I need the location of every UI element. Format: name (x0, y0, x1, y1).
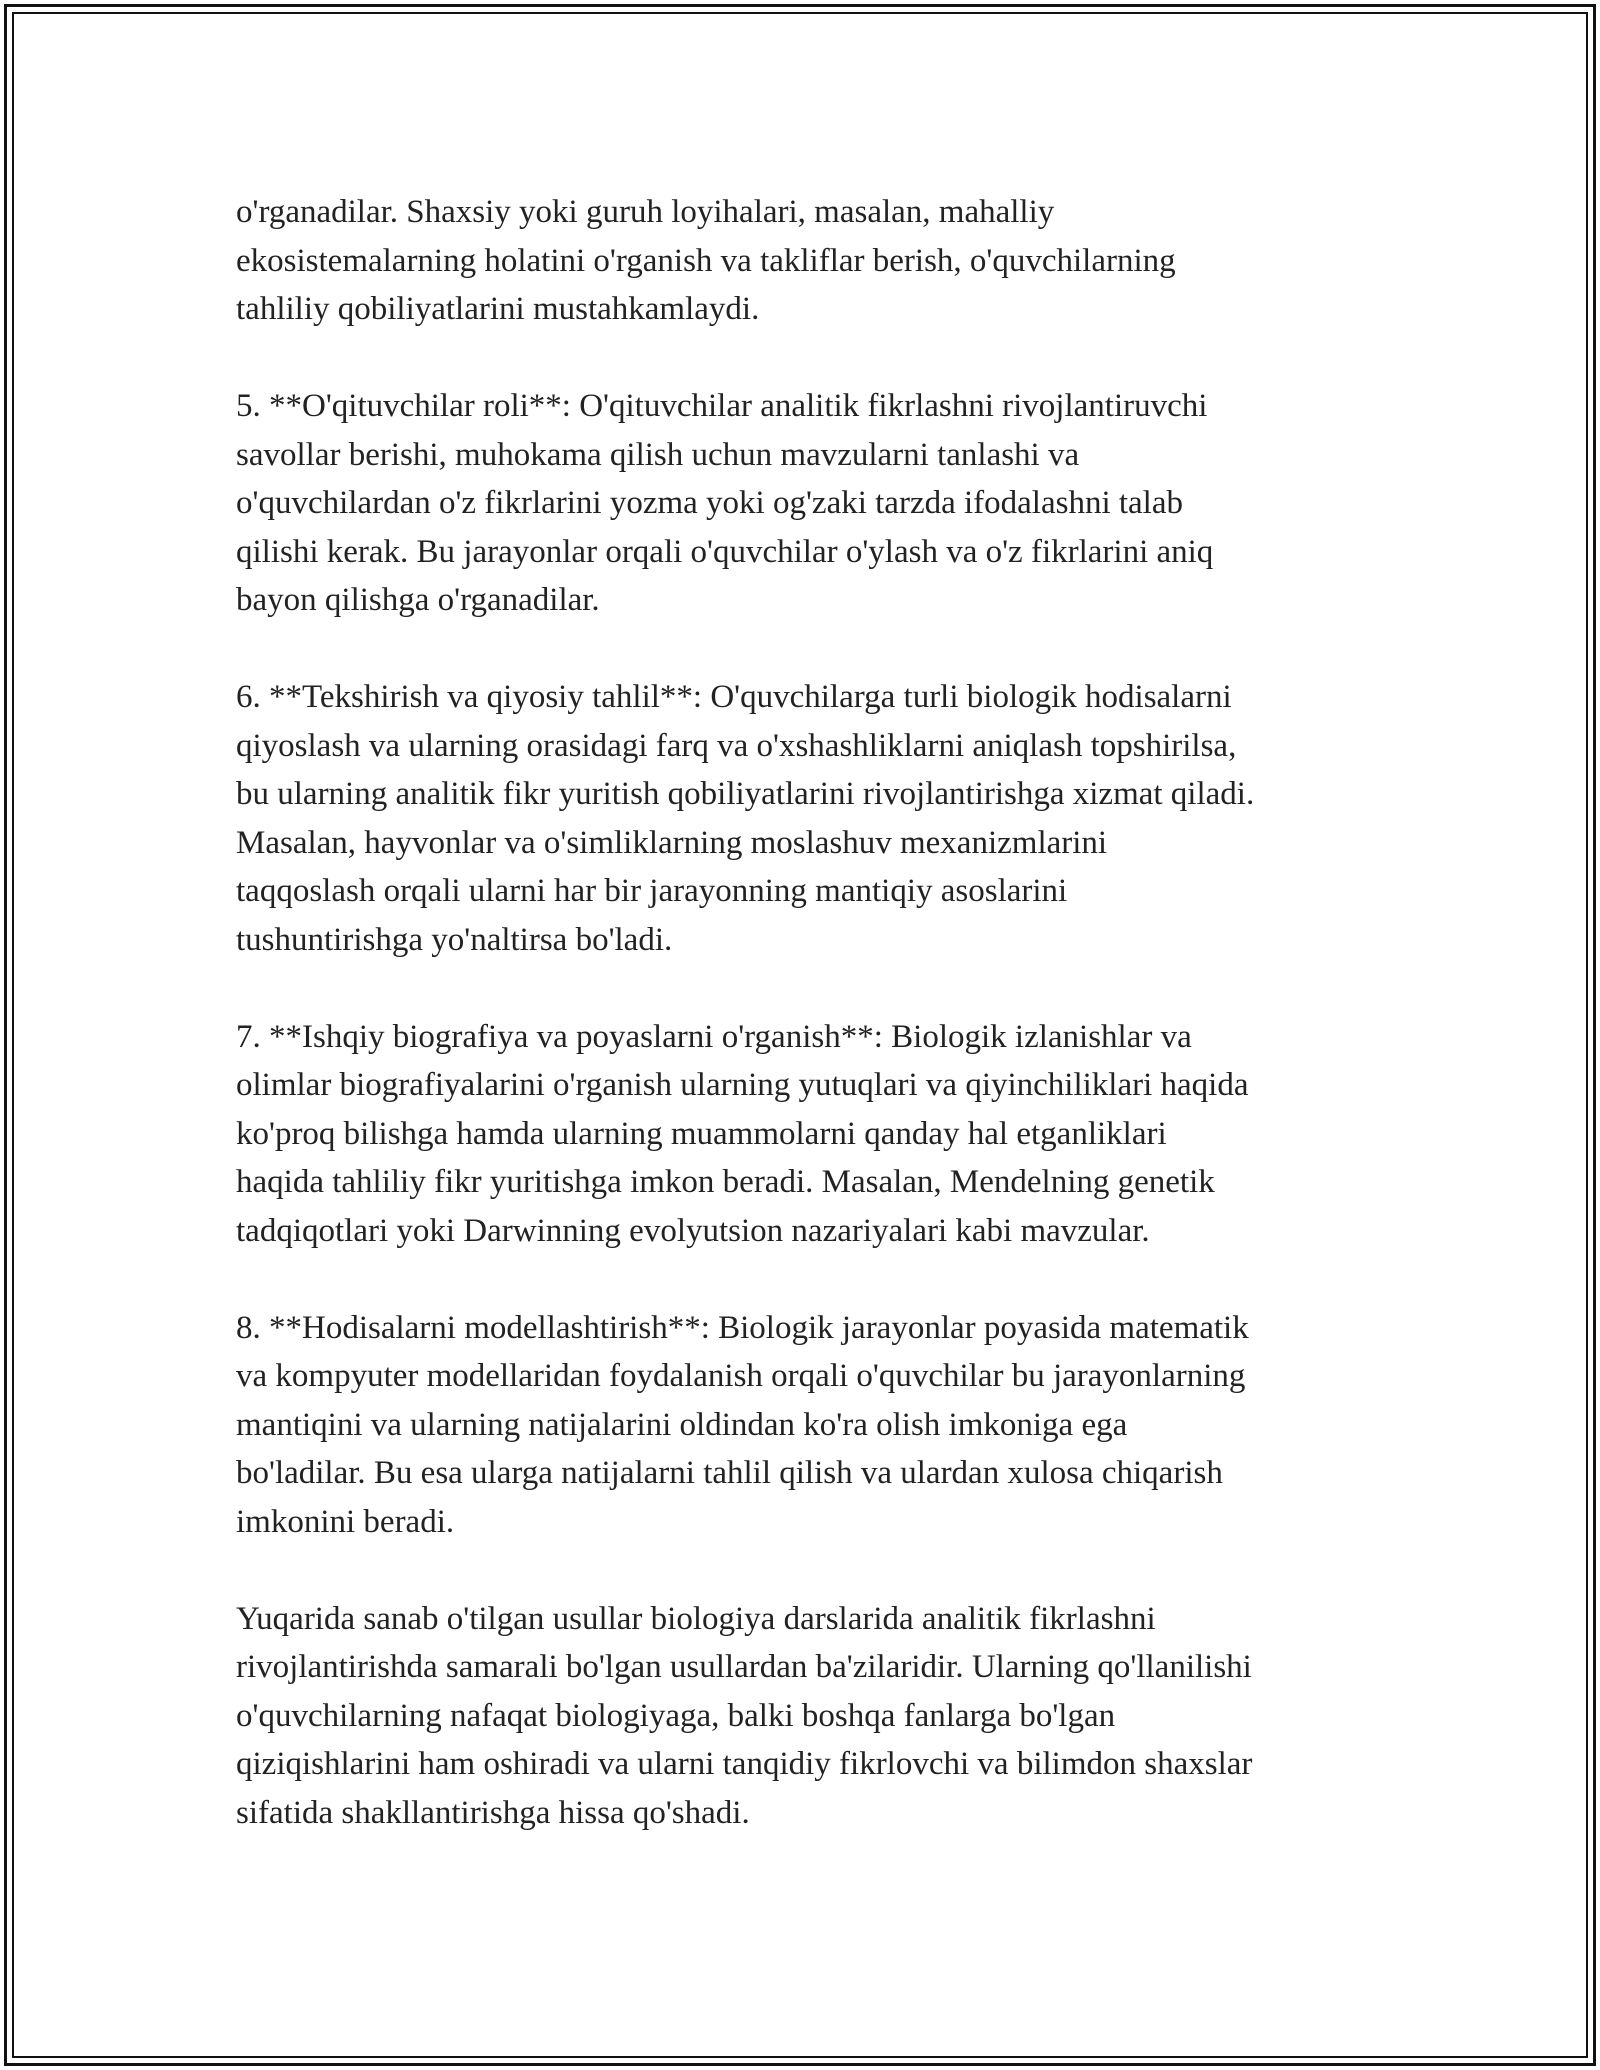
text-line: qiyoslash va ularning orasidagi farq va o'xshashliklarni aniqlash topshirilsa, (236, 727, 1237, 764)
text-line: tadqiqotlari yoki Darwinning evolyutsion nazariyalari kabi mavzular. (236, 1212, 1150, 1249)
text-line: o'quvchilardan o'z fikrlarini yozma yoki og'zaki tarzda ifodalashni talab (236, 485, 1183, 521)
text-line: o'rganadilar. Shaxsiy yoki guruh loyihalari, masalan, mahalliy (236, 194, 1055, 230)
text-line: bo'ladilar. Bu esa ularga natijalarni tahlil qilish va ulardan xulosa chiqarish (236, 1455, 1223, 1491)
text-line: 8. **Hodisalarni modellashtirish**: Biologik jarayonlar poyasida matematik (236, 1309, 1249, 1346)
text-line: bayon qilishga o'rganadilar. (236, 582, 600, 618)
text-line: tahliliy qobiliyatlarini mustahkamlaydi. (236, 291, 760, 327)
text-line: ko'proq bilishga hamda ularning muammolarni qanday hal etganliklari (236, 1115, 1167, 1152)
text-line: qilishi kerak. Bu jarayonlar orqali o'quvchilar o'ylash va o'z fikrlarini aniq (236, 533, 1214, 570)
text-line: 7. **Ishqiy biografiya va poyaslarni o'rganish**: Biologik izlanishlar va (236, 1018, 1192, 1055)
text-line: taqqoslash orqali ularni har bir jarayonning mantiqiy asoslarini (236, 873, 1068, 909)
text-line: va kompyuter modellaridan foydalanish orqali o'quvchilar bu jarayonlarning (236, 1358, 1246, 1394)
paragraph-intro-continuation (236, 188, 1376, 334)
text-line: o'quvchilarning nafaqat biologiyaga, balki boshqa fanlarga bo'lgan (236, 1697, 1116, 1734)
text-line: savollar berishi, muhokama qilish uchun mavzularni tanlashi va (236, 436, 1080, 473)
document-body (236, 188, 1376, 1886)
text-line: ekosistemalarning holatini o'rganish va takliflar berish, o'quvchilarning (236, 242, 1176, 279)
text-line: bu ularning analitik fikr yuritish qobiliyatlarini rivojlantirishga xizmat qiladi. (236, 776, 1255, 812)
text-line: rivojlantirishda samarali bo'lgan usullardan ba'zilaridir. Ularning qo'llanilishi (236, 1649, 1252, 1685)
text-line: tushuntirishga yo'naltirsa bo'ladi. (236, 921, 673, 958)
text-line: 6. **Tekshirish va qiyosiy tahlil**: O'quvchilarga turli biologik hodisalarni (236, 679, 1232, 715)
text-line: Masalan, hayvonlar va o'simliklarning moslashuv mexanizmlarini (236, 824, 1108, 861)
text-line: sifatida shakllantirishga hissa qo'shadi. (236, 1794, 750, 1831)
text-line: mantiqini va ularning natijalarini oldindan ko'ra olish imkoniga ega (236, 1406, 1128, 1443)
paragraph-item-7 (236, 1013, 1376, 1256)
text-line: 5. **O'qituvchilar roli**: O'qituvchilar analitik fikrlashni rivojlantiruvchi (236, 388, 1208, 424)
text-line: haqida tahliliy fikr yuritishga imkon beradi. Masalan, Mendelning genetik (236, 1164, 1215, 1200)
paragraph-item-5 (236, 382, 1376, 625)
text-line: olimlar biografiyalarini o'rganish ularning yutuqlari va qiyinchiliklari haqida (236, 1067, 1249, 1103)
paragraph-item-6 (236, 673, 1376, 964)
text-line: imkonini beradi. (236, 1503, 455, 1540)
text-line: qiziqishlarini ham oshiradi va ularni tanqidiy fikrlovchi va bilimdon shaxslar (236, 1746, 1253, 1782)
paragraph-conclusion (236, 1595, 1376, 1838)
text-line: Yuqarida sanab o'tilgan usullar biologiya darslarida analitik fikrlashni (236, 1600, 1156, 1637)
paragraph-item-8 (236, 1304, 1376, 1547)
